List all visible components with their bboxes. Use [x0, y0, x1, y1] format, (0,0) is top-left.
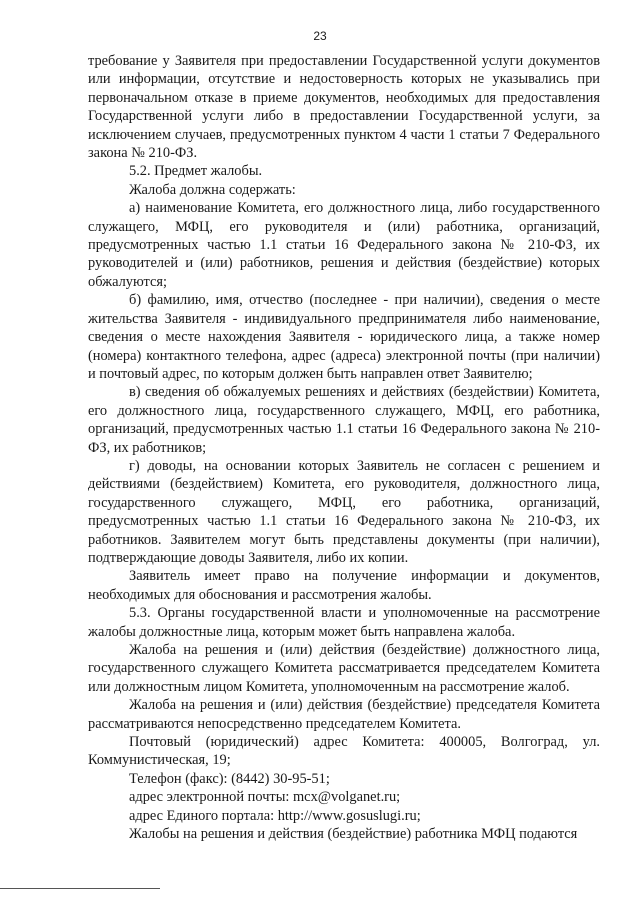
paragraph: Жалоба на решения и (или) действия (бездействие) председателя Комитета рассматриваются непосредственно председателем Комитета. [88, 697, 600, 732]
paragraph: Жалоба на решения и (или) действия (бездействие) должностного лица, государственного служащего Комитета рассматривается председателем Комитета или должностным лицом Комитета, уполномоченным на рассмотрение жалоб. [88, 642, 600, 695]
paragraph: Почтовый (юридический) адрес Комитета: 400005, Волгоград, ул. Коммунистическая, 19; [88, 734, 600, 769]
paragraph: 5.3. Органы государственной власти и уполномоченные на рассмотрение жалобы должностные лица, которым может быть направлена жалоба. [88, 605, 600, 640]
page-number: 23 [313, 29, 327, 43]
footer-divider [0, 888, 160, 889]
paragraph: Заявитель имеет право на получение информации и документов, необходимых для обоснования и рассмотрения жалобы. [88, 568, 600, 603]
paragraph: 5.2. Предмет жалобы. [129, 163, 263, 180]
document-body [88, 52, 600, 843]
paragraph: б) фамилию, имя, отчество (последнее - при наличии), сведения о месте жительства Заявителя - индивидуального предпринимателя либо наименование, сведения о месте нахождения Заявителя - юридического лица, а также номер (номера) контактного телефона, адрес (адреса) электронной почты (при наличии) и почтовый адрес, по которым должен быть направлен ответ Заявителю; [88, 292, 600, 382]
paragraph: в) сведения об обжалуемых решениях и действиях (бездействии) Комитета, его должностного лица, государственного служащего, МФЦ, его работника, организаций, предусмотренных частью 1.1 статьи 16 Федерального закона № 210-ФЗ, их работников; [88, 384, 600, 456]
paragraph: требование у Заявителя при предоставлении Государственной услуги документов или информации, отсутствие и недостоверность которых не указывались при первоначальном отказе в приеме документов, необходимых для предоставления Государственной услуги либо в предоставлении Государственной услуги, за исключением случаев, предусмотренных пунктом 4 части 1 статьи 7 Федерального закона № 210-ФЗ. [88, 53, 600, 162]
paragraph: Жалобы на решения и действия (бездействие) работника МФЦ подаются [129, 826, 578, 843]
paragraph: а) наименование Комитета, его должностного лица, либо государственного служащего, МФЦ, его руководителя и (или) работника, организаций, предусмотренных частью 1.1 статьи 16 Федерального закона № 210-ФЗ, их руководителей и (или) работников, решения и действия (бездействие) которых обжалуются; [88, 200, 600, 290]
paragraph: Телефон (факс): (8442) 30-95-51; [129, 770, 330, 787]
paragraph: адрес Единого портала: http://www.gosuslugi.ru; [129, 807, 421, 824]
paragraph: Жалоба должна содержать: [129, 181, 296, 198]
paragraph: г) доводы, на основании которых Заявитель не согласен с решением и действиями (бездействием) Комитета, его руководителя, должностного лица, государственного служащего, МФЦ, его работника, организаций, предусмотренных частью 1.1 статьи 16 Федерального закона № 210-ФЗ, их работников. Заявителем могут быть представлены документы (при наличии), подтверждающие доводы Заявителя, либо их копии. [88, 457, 600, 566]
paragraph: адрес электронной почты: mcx@volganet.ru; [129, 789, 401, 806]
